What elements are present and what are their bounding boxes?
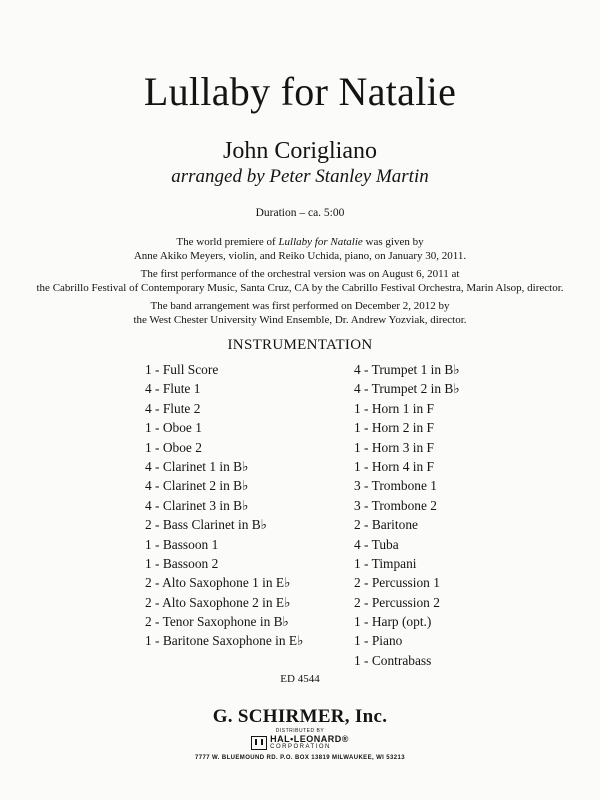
publisher-name: G. SCHIRMER, Inc. (212, 706, 388, 727)
instrumentation-heading: INSTRUMENTATION (227, 337, 373, 353)
premiere-work-title: Lullaby for Natalie (278, 236, 363, 248)
instrument-item: 3 - Trombone 2 (354, 497, 437, 513)
instrument-item: 4 - Trumpet 1 in B♭ (354, 362, 460, 377)
instrumentation-list-left (145, 360, 303, 651)
logo-text (270, 735, 349, 751)
instrument-item: 1 - Oboe 2 (145, 439, 202, 455)
hal-leonard-logo-icon (251, 736, 267, 750)
instrument-item: 4 - Clarinet 3 in B♭ (145, 497, 249, 513)
premiere-text-before: The world premiere of (176, 236, 279, 248)
instrument-item: 2 - Bass Clarinet in B♭ (145, 517, 267, 533)
band-line-1: The band arrangement was first performed on December 2, 2012 by (150, 300, 450, 312)
instrument-item: 2 - Alto Saxophone 1 in E♭ (145, 575, 291, 591)
instrument-item: 1 - Full Score (145, 362, 219, 377)
instrument-item: 2 - Percussion 2 (354, 594, 440, 610)
instrument-item: 2 - Baritone (354, 517, 418, 533)
instrument-item: 2 - Alto Saxophone 2 in E♭ (145, 594, 291, 610)
composer-name: John Corigliano (223, 138, 377, 164)
instrument-item: 4 - Tuba (354, 536, 399, 552)
distributed-by-text: DISTRIBUTED BY (275, 728, 325, 734)
premiere-performers: Anne Akiko Meyers, violin, and Reiko Uchida, piano, on January 30, 2011. (133, 249, 467, 262)
distributor-corporation: CORPORATION (270, 744, 331, 750)
instrumentation-list-right (354, 360, 460, 670)
instrument-item: 4 - Flute 1 (145, 381, 201, 397)
instrument-item: 1 - Oboe 1 (145, 420, 202, 436)
instrument-item: 1 - Timpani (354, 555, 417, 571)
edition-number: ED 4544 (280, 673, 320, 685)
band-line-2: the West Chester University Wind Ensemble, Dr. Andrew Yozviak, director. (133, 313, 467, 326)
work-title: Lullaby for Natalie (143, 69, 457, 114)
distributor-name: HAL•LEONARD® (270, 734, 349, 744)
instrument-item: 1 - Contrabass (354, 652, 432, 668)
orchestral-line-1: The first performance of the orchestral version was on August 6, 2011 at (140, 268, 460, 280)
instrument-item: 2 - Tenor Saxophone in B♭ (145, 614, 289, 630)
instrument-item: 4 - Clarinet 2 in B♭ (145, 478, 249, 494)
orchestral-note (0, 268, 600, 295)
instrument-item: 1 - Horn 4 in F (354, 458, 434, 474)
instrument-item: 4 - Clarinet 1 in B♭ (145, 458, 249, 474)
duration-text: Duration – ca. 5:00 (255, 207, 345, 219)
instrument-item: 1 - Piano (354, 633, 403, 649)
performance-notes (0, 236, 600, 332)
instrument-item: 1 - Baritone Saxophone in E♭ (145, 633, 304, 649)
instrument-item: 1 - Harp (opt.) (354, 614, 432, 630)
instrument-item: 1 - Horn 3 in F (354, 439, 434, 455)
instrument-item: 4 - Flute 2 (145, 400, 201, 416)
hal-leonard-logo (251, 735, 349, 751)
premiere-note (0, 236, 600, 263)
premiere-text-after: was given by (362, 236, 424, 248)
arranger-credit: arranged by Peter Stanley Martin (171, 166, 429, 187)
band-note (0, 300, 600, 327)
distributor-address: 7777 W. BLUEMOUND RD. P.O. BOX 13819 MILWAUKEE, WI 53213 (194, 755, 405, 761)
instrument-item: 4 - Trumpet 2 in B♭ (354, 381, 460, 397)
instrument-item: 1 - Bassoon 1 (145, 536, 219, 552)
orchestral-line-2: the Cabrillo Festival of Contemporary Music, Santa Cruz, CA by the Cabrillo Festival Orchestra, Marin Alsop, director. (36, 281, 564, 294)
instrument-item: 2 - Percussion 1 (354, 575, 440, 591)
instrument-item: 1 - Horn 2 in F (354, 420, 434, 436)
distributor-logo (0, 728, 600, 755)
instrument-item: 1 - Horn 1 in F (354, 400, 434, 416)
instrument-item: 3 - Trombone 1 (354, 478, 437, 494)
instrument-item: 1 - Bassoon 2 (145, 555, 219, 571)
